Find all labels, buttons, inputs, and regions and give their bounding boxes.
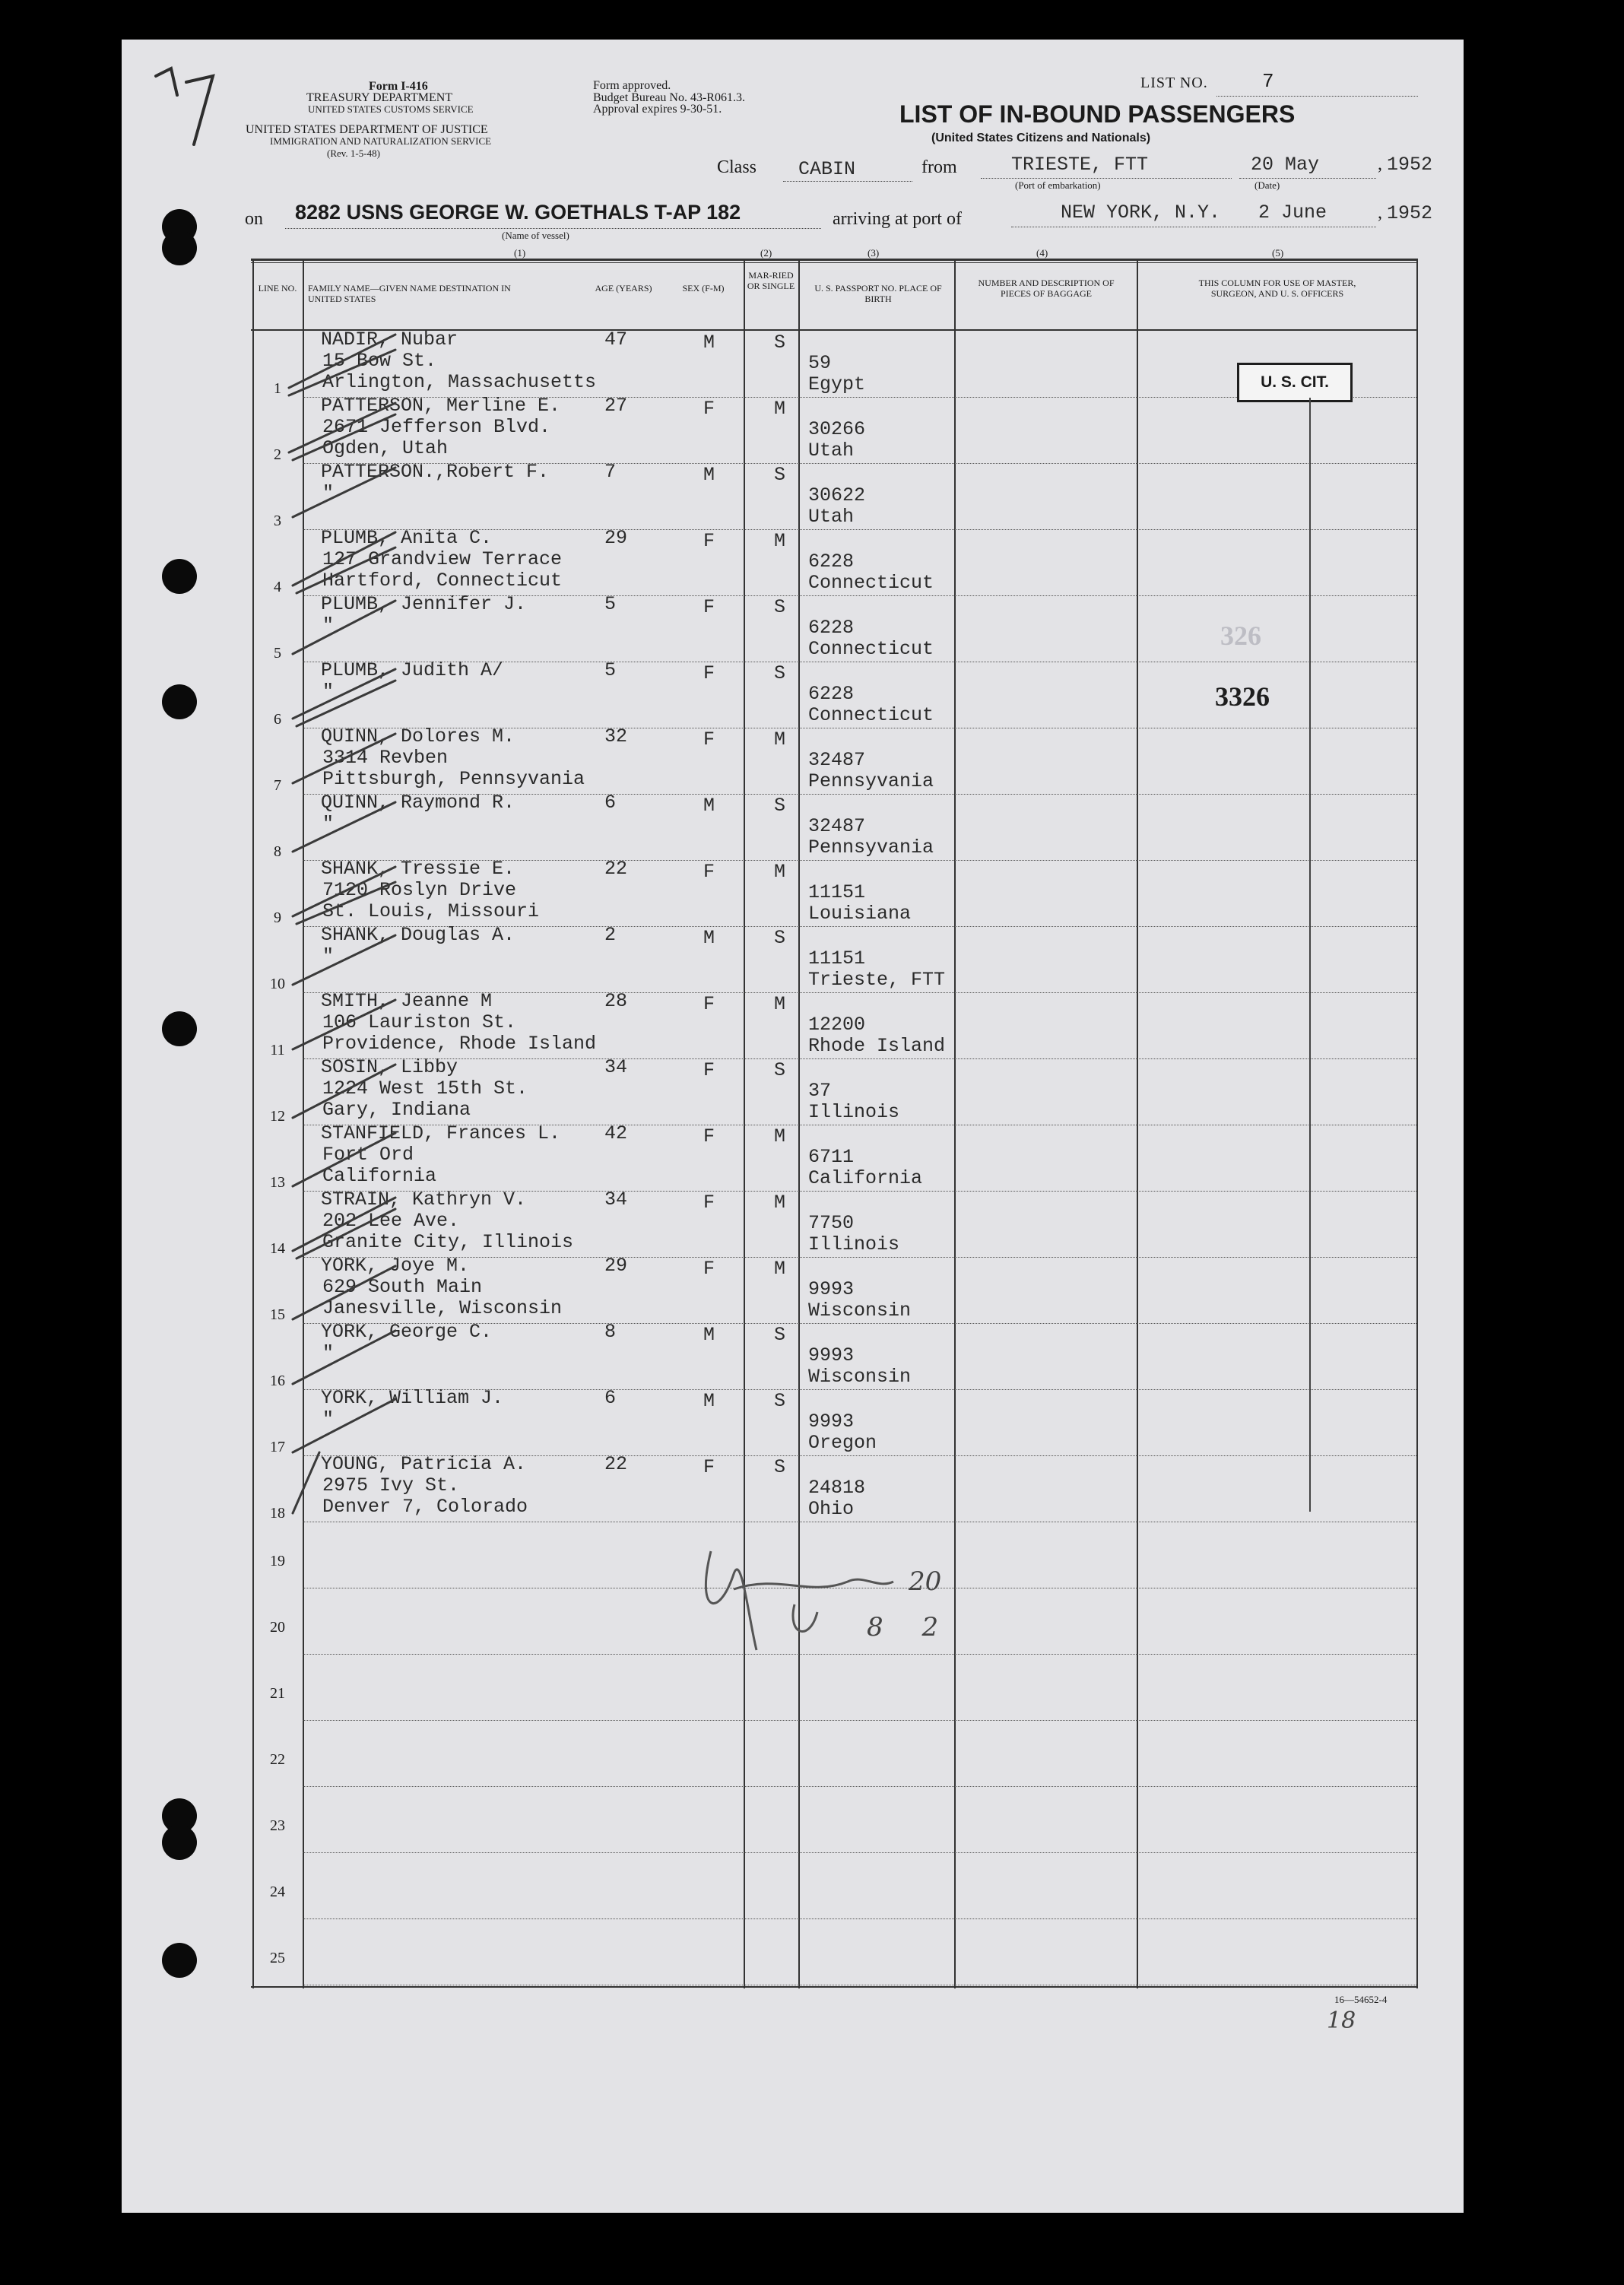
place-of-birth: Wisconsin bbox=[808, 1366, 912, 1388]
passport-number: 32487 bbox=[808, 749, 866, 771]
signature-number-2: 8 2 bbox=[867, 1612, 939, 1642]
place-of-birth: Utah bbox=[808, 506, 855, 528]
footer-code: 16—54652-4 bbox=[1334, 1994, 1388, 2005]
passenger-sex: F bbox=[703, 1456, 715, 1478]
header-married: MAR-RIED OR SINGLE bbox=[747, 270, 795, 291]
passenger-sex: M bbox=[703, 1324, 715, 1346]
line-number: 22 bbox=[270, 1751, 285, 1768]
place-of-birth: Connecticut bbox=[808, 572, 934, 594]
place-of-birth: California bbox=[808, 1167, 923, 1189]
passenger-marital-status: M bbox=[774, 1125, 786, 1147]
passenger-name: PATTERSON, Merline E. bbox=[321, 395, 561, 417]
passport-number: 6228 bbox=[808, 551, 855, 573]
place-of-birth: Illinois bbox=[808, 1101, 900, 1123]
passenger-sex: F bbox=[703, 530, 715, 552]
passenger-age: 8 bbox=[604, 1321, 617, 1343]
passport-number: 59 bbox=[808, 352, 832, 374]
passenger-age: 34 bbox=[604, 1189, 628, 1211]
passenger-sex: F bbox=[703, 596, 715, 618]
approval-line-3: Approval expires 9-30-51. bbox=[593, 103, 722, 116]
line-number: 7 bbox=[274, 777, 281, 794]
header-name: FAMILY NAME—GIVEN NAME DESTINATION IN UNITED STATES bbox=[308, 283, 511, 304]
passenger-name: SMITH, Jeanne M bbox=[321, 990, 493, 1012]
passenger-marital-status: M bbox=[774, 1192, 786, 1214]
place-of-birth: Connecticut bbox=[808, 704, 934, 726]
line-number: 12 bbox=[270, 1108, 285, 1125]
line-number: 6 bbox=[274, 711, 281, 728]
place-of-birth: Ohio bbox=[808, 1498, 855, 1520]
arrival-date: 2 June bbox=[1258, 202, 1327, 224]
passenger-marital-status: S bbox=[774, 596, 786, 618]
passenger-address-line-2: Ogden, Utah bbox=[322, 437, 449, 459]
passenger-address-line-2: Janesville, Wisconsin bbox=[322, 1297, 563, 1319]
line-number: 1 bbox=[274, 380, 281, 397]
place-of-birth: Utah bbox=[808, 440, 855, 462]
col-number: (4) bbox=[1036, 247, 1048, 259]
passenger-marital-status: S bbox=[774, 1390, 786, 1412]
line-number: 4 bbox=[274, 579, 281, 595]
passenger-sex: F bbox=[703, 1192, 715, 1214]
passport-number: 6711 bbox=[808, 1146, 855, 1168]
passenger-age: 32 bbox=[604, 725, 628, 747]
passport-number: 12200 bbox=[808, 1014, 866, 1036]
passenger-address-line-2: Denver 7, Colorado bbox=[322, 1496, 528, 1518]
form-number: Form I-416 bbox=[369, 80, 428, 93]
passenger-sex: F bbox=[703, 662, 715, 684]
passport-number: 30266 bbox=[808, 418, 866, 440]
header-sex: SEX (F-M) bbox=[682, 283, 725, 294]
passenger-marital-status: S bbox=[774, 927, 786, 949]
passenger-name: STRAIN, Kathryn V. bbox=[321, 1189, 527, 1211]
passenger-marital-status: S bbox=[774, 1324, 786, 1346]
place-of-birth: Pennsyvania bbox=[808, 770, 934, 792]
passenger-address-line-1: 106 Lauriston St. bbox=[322, 1011, 517, 1033]
passenger-name: SHANK, Douglas A. bbox=[321, 924, 515, 946]
line-number: 8 bbox=[274, 843, 281, 860]
arriving-label: arriving at port of bbox=[833, 209, 962, 229]
passenger-marital-status: M bbox=[774, 1258, 786, 1280]
passenger-sex: M bbox=[703, 927, 715, 949]
passport-number: 11151 bbox=[808, 881, 866, 903]
passenger-name: SHANK, Tressie E. bbox=[321, 858, 515, 880]
line-number: 16 bbox=[270, 1373, 285, 1389]
header-age: AGE (YEARS) bbox=[595, 283, 652, 294]
form-title: LIST OF IN-BOUND PASSENGERS bbox=[899, 100, 1296, 128]
passport-number: 6228 bbox=[808, 683, 855, 705]
officer-signature bbox=[688, 1528, 977, 1680]
col-number: (2) bbox=[760, 247, 772, 259]
line-number: 17 bbox=[270, 1439, 285, 1455]
passenger-age: 2 bbox=[604, 924, 617, 946]
passenger-marital-status: S bbox=[774, 662, 786, 684]
col-number: (3) bbox=[868, 247, 880, 259]
col-number: (1) bbox=[514, 247, 526, 259]
passenger-name: YORK, William J. bbox=[321, 1387, 504, 1409]
passenger-name: QUINN, Raymond R. bbox=[321, 792, 515, 814]
line-number: 14 bbox=[270, 1240, 285, 1257]
passenger-sex: F bbox=[703, 398, 715, 420]
passenger-address-line-1: 3314 Revben bbox=[322, 747, 449, 769]
passenger-age: 47 bbox=[604, 328, 628, 351]
bracket-line bbox=[1309, 398, 1311, 1512]
passenger-marital-status: S bbox=[774, 332, 786, 354]
passport-number: 7750 bbox=[808, 1212, 855, 1234]
passenger-sex: F bbox=[703, 861, 715, 883]
passenger-address-line-1: 7120 Roslyn Drive bbox=[322, 879, 517, 901]
line-number: 15 bbox=[270, 1306, 285, 1323]
passenger-marital-status: M bbox=[774, 398, 786, 420]
passenger-address-line-1: 15 Bow St. bbox=[322, 350, 437, 372]
class-value: CABIN bbox=[798, 158, 856, 180]
faint-code: 326 bbox=[1220, 620, 1261, 651]
passenger-address-line-1: 2975 Ivy St. bbox=[322, 1474, 460, 1496]
line-number: 2 bbox=[274, 446, 281, 463]
line-number: 5 bbox=[274, 645, 281, 662]
arrival-port: NEW YORK, N.Y. bbox=[1061, 202, 1221, 224]
passenger-age: 6 bbox=[604, 1387, 617, 1409]
passenger-age: 7 bbox=[604, 461, 617, 483]
approval-line-2: Budget Bureau No. 43-R061.3. bbox=[593, 91, 745, 104]
departure-year-field: , 1952 bbox=[1378, 154, 1433, 176]
passenger-age: 42 bbox=[604, 1122, 628, 1144]
passenger-age: 5 bbox=[604, 659, 617, 681]
passenger-address-line-2: St. Louis, Missouri bbox=[322, 900, 540, 922]
passenger-name: PLUMB, Jennifer J. bbox=[321, 593, 527, 615]
passenger-age: 22 bbox=[604, 858, 628, 880]
passenger-address-line-2: California bbox=[322, 1165, 437, 1187]
passport-number: 32487 bbox=[808, 815, 866, 837]
passenger-marital-status: S bbox=[774, 464, 786, 486]
approval-line-1: Form approved. bbox=[593, 79, 671, 92]
passenger-address-line-2: Granite City, Illinois bbox=[322, 1231, 574, 1253]
passenger-marital-status: S bbox=[774, 795, 786, 817]
passenger-address-line-2: Pittsburgh, Pennsyvania bbox=[322, 768, 585, 790]
line-number: 21 bbox=[270, 1685, 285, 1702]
passenger-name: NADIR, Nubar bbox=[321, 328, 458, 351]
customs-service: UNITED STATES CUSTOMS SERVICE bbox=[308, 103, 474, 115]
place-of-birth: Egypt bbox=[808, 373, 866, 395]
embarkation-port: TRIESTE, FTT bbox=[1011, 154, 1149, 176]
line-number: 18 bbox=[270, 1505, 285, 1522]
passenger-age: 27 bbox=[604, 395, 628, 417]
passenger-address-line-1: 1224 West 15th St. bbox=[322, 1077, 528, 1100]
passenger-marital-status: S bbox=[774, 1456, 786, 1478]
header-officers: THIS COLUMN FOR USE OF MASTER, SURGEON, AND U. S. OFFICERS bbox=[1198, 278, 1356, 299]
page-number-handwritten: 18 bbox=[1327, 2007, 1356, 2034]
passenger-sex: F bbox=[703, 1125, 715, 1147]
passenger-sex: M bbox=[703, 1390, 715, 1412]
passenger-address-line-1: Fort Ord bbox=[322, 1144, 414, 1166]
line-number: 3 bbox=[274, 513, 281, 529]
on-label: on bbox=[245, 209, 263, 229]
passenger-age: 5 bbox=[604, 593, 617, 615]
passenger-address-line-1: " bbox=[322, 482, 335, 504]
signature-scrawl bbox=[688, 1528, 977, 1680]
passenger-address-line-1: " bbox=[322, 813, 335, 835]
arrival-year: 1952 bbox=[1387, 202, 1433, 224]
line-number: 11 bbox=[270, 1042, 285, 1058]
line-number: 13 bbox=[270, 1174, 285, 1191]
passenger-sex: F bbox=[703, 1258, 715, 1280]
departure-year: 1952 bbox=[1387, 154, 1433, 176]
passenger-address-line-1: " bbox=[322, 945, 335, 967]
passenger-address-line-1: 127 Grandview Terrace bbox=[322, 548, 563, 570]
passenger-name: SOSIN, Libby bbox=[321, 1056, 458, 1078]
place-of-birth: Oregon bbox=[808, 1432, 877, 1454]
passenger-address-line-1: 2671 Jefferson Blvd. bbox=[322, 416, 551, 438]
passenger-address-line-1: 202 Lee Ave. bbox=[322, 1210, 460, 1232]
passport-number: 24818 bbox=[808, 1477, 866, 1499]
passenger-name: YORK, George C. bbox=[321, 1321, 493, 1343]
passenger-address-line-2: Arlington, Massachusetts bbox=[322, 371, 597, 393]
passenger-name: STANFIELD, Frances L. bbox=[321, 1122, 561, 1144]
line-number: 19 bbox=[270, 1553, 285, 1569]
passport-number: 9993 bbox=[808, 1344, 855, 1366]
place-of-birth: Trieste, FTT bbox=[808, 969, 946, 991]
passport-number: 37 bbox=[808, 1080, 832, 1102]
us-citizen-stamp: U. S. CIT. bbox=[1237, 363, 1353, 402]
passenger-address-line-1: " bbox=[322, 614, 335, 636]
ins-service: IMMIGRATION AND NATURALIZATION SERVICE bbox=[270, 135, 492, 147]
passenger-marital-status: M bbox=[774, 530, 786, 552]
passport-number: 11151 bbox=[808, 947, 866, 970]
passenger-address-line-2: Providence, Rhode Island bbox=[322, 1033, 597, 1055]
passenger-age: 29 bbox=[604, 527, 628, 549]
col-number: (5) bbox=[1272, 247, 1284, 259]
official-code: 3326 bbox=[1215, 681, 1270, 712]
vessel-name: 8282 USNS GEORGE W. GOETHALS T-AP 182 bbox=[295, 201, 741, 224]
list-label: LIST NO. bbox=[1140, 75, 1208, 91]
passenger-address-line-1: " bbox=[322, 1408, 335, 1430]
passenger-marital-status: M bbox=[774, 861, 786, 883]
passenger-sex: M bbox=[703, 795, 715, 817]
embarkation-caption: (Port of embarkation) bbox=[1015, 179, 1101, 191]
line-number: 20 bbox=[270, 1619, 285, 1636]
passenger-sex: F bbox=[703, 1059, 715, 1081]
passenger-address-line-1: " bbox=[322, 1342, 335, 1364]
passenger-sex: M bbox=[703, 332, 715, 354]
passenger-age: 22 bbox=[604, 1453, 628, 1475]
line-number: 9 bbox=[274, 909, 281, 926]
passenger-address-line-1: " bbox=[322, 681, 335, 703]
passenger-sex: F bbox=[703, 728, 715, 751]
from-label: from bbox=[921, 157, 957, 177]
header-passport: U. S. PASSPORT NO. PLACE OF BIRTH bbox=[814, 283, 942, 304]
vessel-caption: (Name of vessel) bbox=[502, 230, 569, 241]
line-number: 10 bbox=[270, 976, 285, 992]
line-number: 23 bbox=[270, 1817, 285, 1834]
passenger-name: YORK, Joye M. bbox=[321, 1255, 470, 1277]
passenger-age: 29 bbox=[604, 1255, 628, 1277]
place-of-birth: Illinois bbox=[808, 1233, 900, 1255]
line-number: 25 bbox=[270, 1950, 285, 1966]
revision-date: (Rev. 1-5-48) bbox=[327, 148, 380, 159]
passenger-age: 28 bbox=[604, 990, 628, 1012]
passport-number: 6228 bbox=[808, 617, 855, 639]
line-number: 24 bbox=[270, 1884, 285, 1900]
passport-number: 9993 bbox=[808, 1411, 855, 1433]
passenger-marital-status: M bbox=[774, 993, 786, 1015]
header-baggage: NUMBER AND DESCRIPTION OF PIECES OF BAGGAGE bbox=[978, 278, 1115, 299]
place-of-birth: Louisiana bbox=[808, 903, 912, 925]
passenger-name: PLUMB, Anita C. bbox=[321, 527, 493, 549]
passenger-name: PATTERSON.,Robert F. bbox=[321, 461, 550, 483]
passenger-address-line-1: 629 South Main bbox=[322, 1276, 483, 1298]
passenger-sex: F bbox=[703, 993, 715, 1015]
header-line-no: LINE NO. bbox=[258, 283, 297, 294]
passenger-marital-status: S bbox=[774, 1059, 786, 1081]
passenger-age: 6 bbox=[604, 792, 617, 814]
departure-date: 20 May bbox=[1251, 154, 1320, 176]
passenger-age: 34 bbox=[604, 1056, 628, 1078]
place-of-birth: Rhode Island bbox=[808, 1035, 946, 1057]
place-of-birth: Connecticut bbox=[808, 638, 934, 660]
passenger-name: PLUMB, Judith A/ bbox=[321, 659, 504, 681]
signature-number: 20 bbox=[909, 1566, 942, 1597]
passenger-address-line-2: Hartford, Connecticut bbox=[322, 570, 563, 592]
passport-number: 30622 bbox=[808, 484, 866, 506]
treasury-dept: TREASURY DEPARTMENT bbox=[306, 91, 453, 104]
list-number: 7 bbox=[1262, 70, 1274, 93]
passenger-name: YOUNG, Patricia A. bbox=[321, 1453, 527, 1475]
passenger-marital-status: M bbox=[774, 728, 786, 751]
passenger-sex: M bbox=[703, 464, 715, 486]
passenger-address-line-2: Gary, Indiana bbox=[322, 1099, 471, 1121]
date-caption: (Date) bbox=[1254, 179, 1280, 191]
place-of-birth: Pennsyvania bbox=[808, 836, 934, 858]
passport-number: 9993 bbox=[808, 1278, 855, 1300]
class-label: Class bbox=[717, 157, 757, 177]
arrival-year-field: , 1952 bbox=[1378, 202, 1433, 224]
form-subtitle: (United States Citizens and Nationals) bbox=[931, 132, 1151, 144]
justice-dept: UNITED STATES DEPARTMENT OF JUSTICE bbox=[246, 123, 488, 136]
passenger-name: QUINN, Dolores M. bbox=[321, 725, 515, 747]
place-of-birth: Wisconsin bbox=[808, 1300, 912, 1322]
